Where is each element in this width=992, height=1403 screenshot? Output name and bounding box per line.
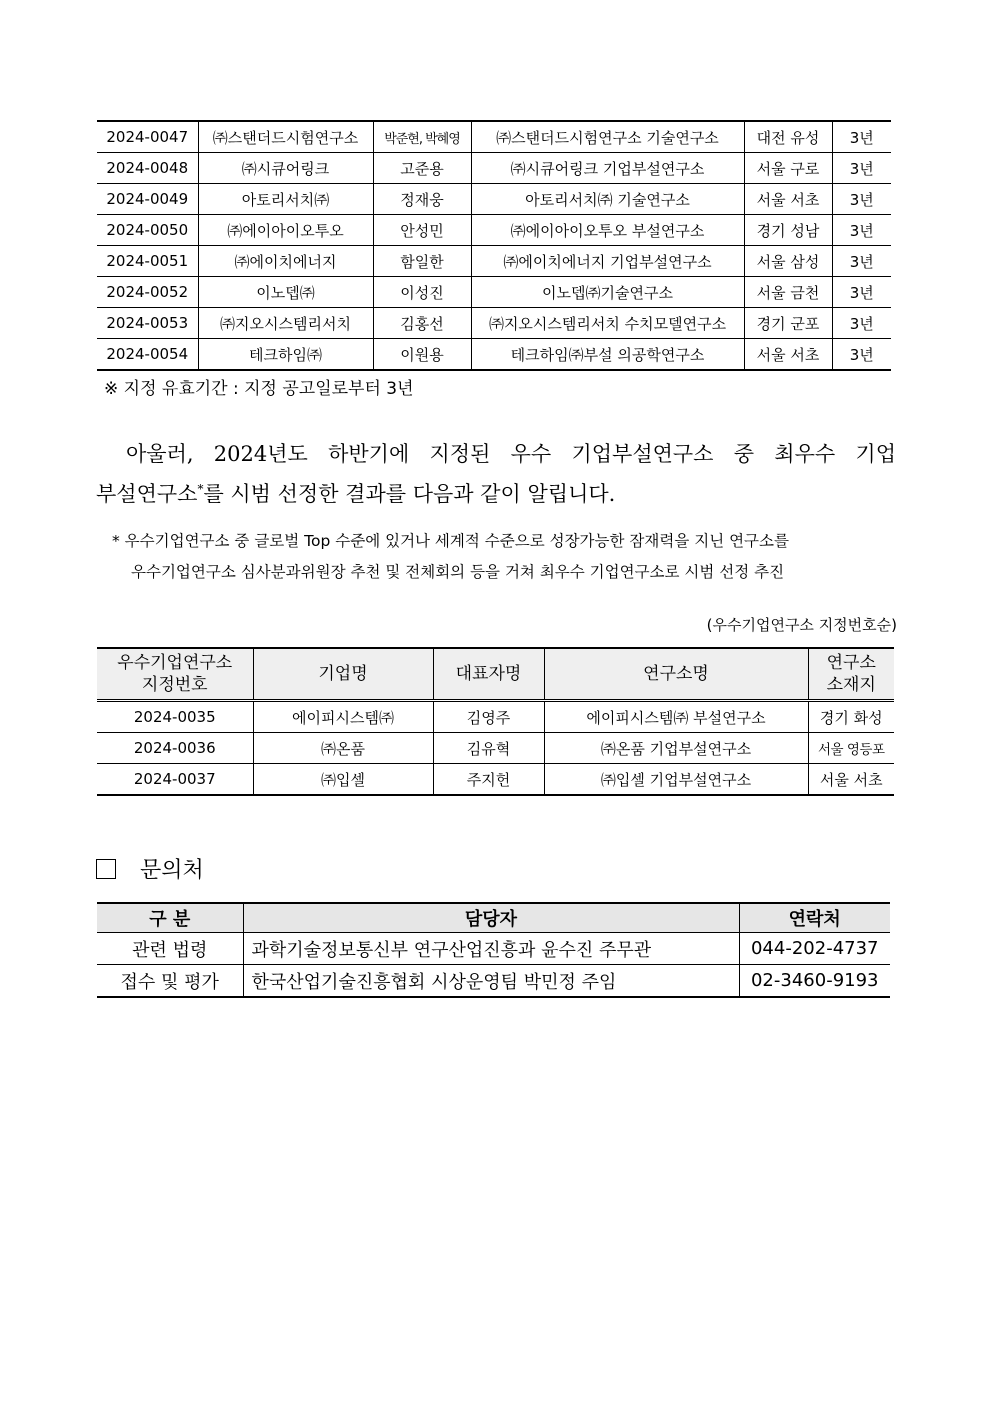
validity-period: 3년: [832, 277, 891, 308]
contact-phone: 02-3460-9193: [739, 965, 890, 998]
lab-location: 서울 서초: [808, 764, 894, 796]
lab-name: 에이피시스템㈜ 부설연구소: [544, 701, 808, 733]
company-name: ㈜스탠더드시험연구소: [198, 121, 373, 153]
table-header-row: [97, 648, 894, 701]
header-person: 담당자: [243, 903, 739, 933]
lab-name: ㈜지오시스템리서치 수치모델연구소: [471, 308, 744, 339]
header-ceo: 대표자명: [433, 648, 544, 701]
validity-period: 3년: [832, 308, 891, 339]
contact-person: 한국산업기술진흥협회 시상운영팀 박민정 주임: [243, 965, 739, 998]
company-name: ㈜에이아이오투오: [198, 215, 373, 246]
designation-number: 2024-0050: [97, 215, 198, 246]
table-row: [97, 246, 891, 277]
designation-number: 2024-0053: [97, 308, 198, 339]
table-header-row: [97, 903, 890, 933]
table-row: [97, 153, 891, 184]
top-lab-table: [97, 647, 894, 796]
validity-period: 3년: [832, 184, 891, 215]
lab-name: ㈜에이치에너지 기업부설연구소: [471, 246, 744, 277]
ceo-name: 박준현, 박혜영: [373, 121, 471, 153]
table-row: [97, 933, 890, 965]
contact-phone: 044-202-4737: [739, 933, 890, 965]
lab-location: 서울 금천: [744, 277, 832, 308]
lab-name: ㈜에이아이오투오 부설연구소: [471, 215, 744, 246]
designation-number: 2024-0054: [97, 339, 198, 371]
company-name: 아토리서치㈜: [198, 184, 373, 215]
table-row: [97, 965, 890, 998]
lab-name: 테크하임㈜부설 의공학연구소: [471, 339, 744, 371]
designation-number: 2024-0051: [97, 246, 198, 277]
ceo-name: 김영주: [433, 701, 544, 733]
table-row: [97, 121, 891, 153]
header-text: 소재지: [826, 675, 876, 695]
ceo-name: 안성민: [373, 215, 471, 246]
company-name: ㈜온품: [253, 733, 433, 764]
company-name: 테크하임㈜: [198, 339, 373, 371]
header-phone: 연락처: [739, 903, 890, 933]
lab-name: ㈜시큐어링크 기업부설연구소: [471, 153, 744, 184]
contact-category: 관련 법령: [97, 933, 243, 965]
contact-title: 문의처: [140, 858, 204, 883]
ceo-name: 김홍선: [373, 308, 471, 339]
contact-table: [97, 902, 890, 998]
announcement-line-2: [96, 478, 896, 508]
designation-number: 2024-0048: [97, 153, 198, 184]
lab-name: ㈜스탠더드시험연구소 기술연구소: [471, 121, 744, 153]
footnote-marker: *: [197, 482, 204, 496]
company-name: ㈜에이치에너지: [198, 246, 373, 277]
lab-name: 이노뎁㈜기술연구소: [471, 277, 744, 308]
footnote-line-1: * 우수기업연구소 중 글로벌 Top 수준에 있거나 세계적 수준으로 성장가능한 잠재력을 지닌 연구소를: [112, 532, 789, 550]
designation-number: 2024-0049: [97, 184, 198, 215]
company-name: ㈜시큐어링크: [198, 153, 373, 184]
header-designation-number: [97, 648, 253, 701]
lab-name: ㈜온품 기업부설연구소: [544, 733, 808, 764]
lab-location: 대전 유성: [744, 121, 832, 153]
designation-number: 2024-0047: [97, 121, 198, 153]
lab-location: 경기 화성: [808, 701, 894, 733]
lab-name: ㈜입셀 기업부설연구소: [544, 764, 808, 796]
announcement-text: 부설연구소: [96, 482, 198, 506]
company-name: 에이피시스템㈜: [253, 701, 433, 733]
validity-period: 3년: [832, 121, 891, 153]
contact-section-heading: [96, 853, 204, 884]
table-row: [97, 308, 891, 339]
ceo-name: 주지헌: [433, 764, 544, 796]
ceo-name: 이성진: [373, 277, 471, 308]
lab-name: 아토리서치㈜ 기술연구소: [471, 184, 744, 215]
company-name: ㈜입셀: [253, 764, 433, 796]
lab-location: 서울 구로: [744, 153, 832, 184]
ceo-name: 이원용: [373, 339, 471, 371]
ceo-name: 고준용: [373, 153, 471, 184]
company-name: 이노뎁㈜: [198, 277, 373, 308]
lab-location: 서울 삼성: [744, 246, 832, 277]
designation-number: 2024-0037: [97, 764, 253, 796]
sort-order-note: (우수기업연구소 지정번호순): [706, 616, 897, 634]
table-row: [97, 184, 891, 215]
header-company: 기업명: [253, 648, 433, 701]
announcement-text: 를 시범 선정한 결과를 다음과 같이 알립니다.: [203, 482, 616, 506]
header-text: 연구소: [826, 653, 876, 673]
company-name: ㈜지오시스템리서치: [198, 308, 373, 339]
validity-note: ※ 지정 유효기간 : 지정 공고일로부터 3년: [104, 379, 414, 399]
table-row: [97, 277, 891, 308]
table-row: [97, 215, 891, 246]
designation-table: [97, 120, 891, 371]
header-location: [808, 648, 894, 701]
validity-period: 3년: [832, 215, 891, 246]
lab-location: 경기 군포: [744, 308, 832, 339]
validity-period: 3년: [832, 153, 891, 184]
lab-location: 서울 영등포: [808, 733, 894, 764]
contact-category: 접수 및 평가: [97, 965, 243, 998]
announcement-line-1: 아울러, 2024년도 하반기에 지정된 우수 기업부설연구소 중 최우수 기업: [126, 442, 896, 466]
validity-period: 3년: [832, 339, 891, 371]
footnote-line-2: 우수기업연구소 심사분과위원장 추천 및 전체회의 등을 거쳐 최우수 기업연구소로 시범 선정 추진: [131, 563, 785, 581]
designation-number: 2024-0052: [97, 277, 198, 308]
header-lab: 연구소명: [544, 648, 808, 701]
lab-location: 서울 서초: [744, 339, 832, 371]
ceo-name: 김유혁: [433, 733, 544, 764]
checkbox-square-icon: [96, 859, 116, 879]
table-row: [97, 701, 894, 733]
designation-number: 2024-0035: [97, 701, 253, 733]
header-text: 지정번호: [141, 675, 208, 695]
header-text: 우수기업연구소: [117, 653, 233, 673]
table-row: [97, 339, 891, 371]
header-category: 구 분: [97, 903, 243, 933]
designation-number: 2024-0036: [97, 733, 253, 764]
table-row: [97, 764, 894, 796]
lab-location: 서울 서초: [744, 184, 832, 215]
ceo-name: 함일한: [373, 246, 471, 277]
ceo-name: 정재웅: [373, 184, 471, 215]
contact-person: 과학기술정보통신부 연구산업진흥과 윤수진 주무관: [243, 933, 739, 965]
validity-period: 3년: [832, 246, 891, 277]
lab-location: 경기 성남: [744, 215, 832, 246]
table-row: [97, 733, 894, 764]
